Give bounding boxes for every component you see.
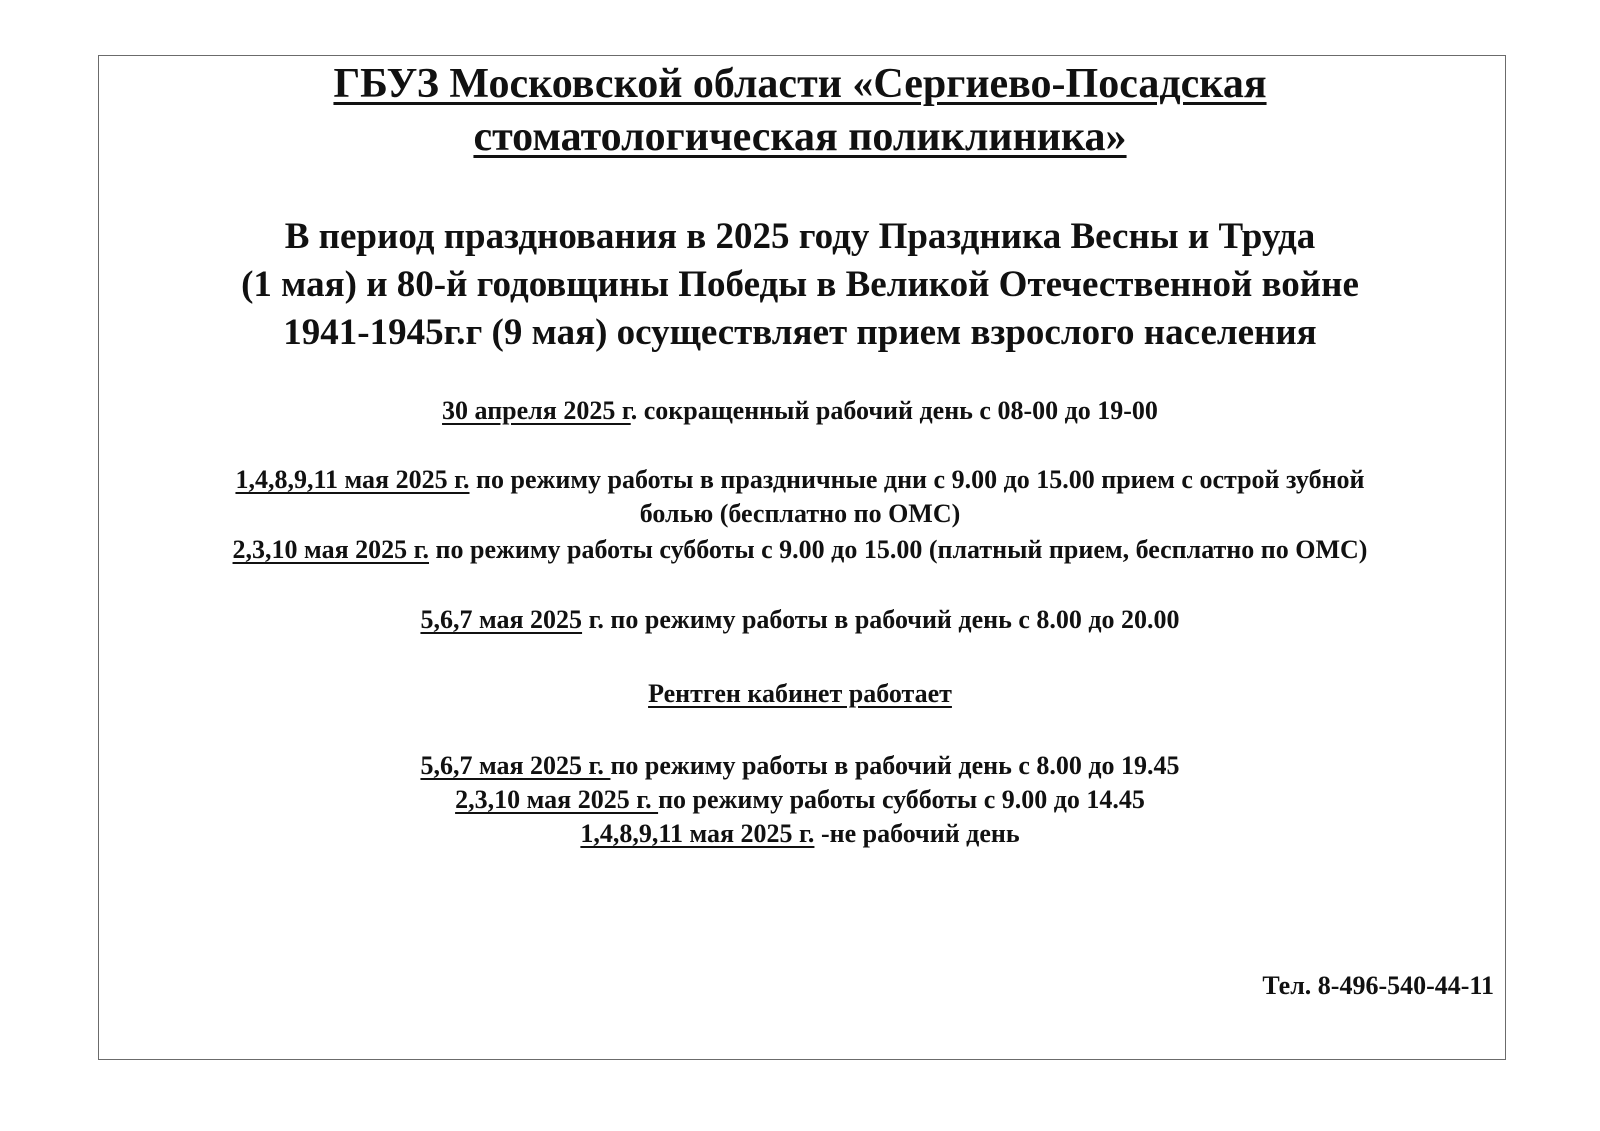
headline-line2: (1 мая) и 80-й годовщины Победы в Великой Отечественной войне — [241, 264, 1359, 305]
xray-workdays-date: 5,6,7 мая 2025 г. — [420, 751, 611, 780]
schedule-apr30-date: 30 апреля 2025 г — [442, 396, 631, 425]
contact-phone: Тел. 8-496-540-44-11 — [1262, 971, 1494, 1000]
xray-holidays-date: 1,4,8,9,11 мая 2025 г. — [580, 819, 815, 848]
schedule-workdays-text: г. по режиму работы в рабочий день с 8.00 до 20.00 — [582, 605, 1180, 634]
xray-holidays-text: -не рабочий день — [814, 819, 1020, 848]
schedule-saturdays-text: по режиму работы субботы с 9.00 до 15.00 (платный прием, бесплатно по ОМС) — [429, 535, 1368, 564]
xray-saturdays — [0, 783, 1600, 817]
schedule-saturdays-date: 2,3,10 мая 2025 г. — [232, 535, 430, 564]
xray-saturdays-date: 2,3,10 мая 2025 г. — [455, 785, 659, 814]
organization-title — [0, 58, 1600, 164]
schedule-holidays-text: по режиму работы в праздничные дни с 9.00 до 15.00 прием с острой зубной — [469, 465, 1365, 494]
xray-holidays — [0, 817, 1600, 851]
headline-line1: В период празднования в 2025 году Праздника Весны и Труда — [284, 216, 1316, 257]
headline-line3: 1941-1945г.г (9 мая) осуществляет прием взрослого населения — [283, 312, 1317, 353]
xray-workdays-text: по режиму работы в рабочий день с 8.00 до 19.45 — [610, 751, 1180, 780]
schedule-workdays — [0, 603, 1600, 637]
xray-schedule — [0, 749, 1600, 851]
schedule-holidays — [0, 463, 1600, 531]
organization-title-line2: стоматологическая поликлиника» — [473, 114, 1127, 160]
schedule-apr30 — [0, 394, 1600, 428]
schedule-apr30-text: . сокращенный рабочий день с 08-00 до 19-00 — [630, 396, 1158, 425]
notice-headline — [0, 213, 1600, 357]
schedule-holidays-text-cont: болью (бесплатно по ОМС) — [639, 499, 961, 528]
schedule-holidays-date: 1,4,8,9,11 мая 2025 г. — [235, 465, 470, 494]
schedule-saturdays — [0, 533, 1600, 567]
xray-workdays — [0, 749, 1600, 783]
schedule-workdays-date: 5,6,7 мая 2025 — [420, 605, 583, 634]
xray-title — [0, 677, 1600, 711]
xray-title-text: Рентген кабинет работает — [648, 679, 952, 708]
xray-saturdays-text: по режиму работы субботы с 9.00 до 14.45 — [658, 785, 1145, 814]
organization-title-line1: ГБУЗ Московской области «Сергиево-Посадская — [333, 61, 1267, 107]
